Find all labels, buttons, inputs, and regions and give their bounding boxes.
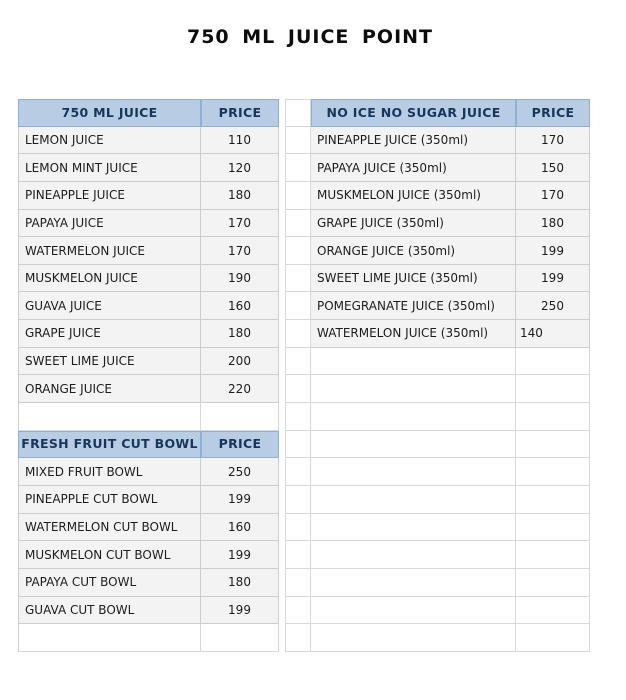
menu-item-name: SWEET LIME JUICE bbox=[18, 348, 201, 376]
empty-cell bbox=[311, 431, 516, 459]
menu-item-name: SWEET LIME JUICE (350ml) bbox=[311, 265, 516, 293]
empty-cell bbox=[516, 569, 590, 597]
empty-cell bbox=[516, 403, 590, 431]
spacer-cell bbox=[285, 597, 311, 625]
empty-cell bbox=[311, 624, 516, 652]
empty-cell bbox=[516, 375, 590, 403]
menu-item-name: PINEAPPLE JUICE (350ml) bbox=[311, 127, 516, 155]
spacer-cell bbox=[285, 127, 311, 155]
spacer-cell bbox=[285, 99, 311, 127]
menu-item-name: GUAVA CUT BOWL bbox=[18, 597, 201, 625]
page-title: 750 ML JUICE POINT bbox=[186, 26, 434, 48]
menu-item-price: 120 bbox=[201, 154, 279, 182]
menu-item-name: LEMON MINT JUICE bbox=[18, 154, 201, 182]
menu-item-price: 199 bbox=[516, 237, 590, 265]
empty-cell bbox=[516, 514, 590, 542]
spacer-cell bbox=[285, 541, 311, 569]
menu-item-price: 199 bbox=[201, 486, 279, 514]
menu-item-name: WATERMELON JUICE (350ml) bbox=[311, 320, 516, 348]
empty-cell bbox=[516, 597, 590, 625]
empty-cell bbox=[516, 431, 590, 459]
empty-cell bbox=[311, 597, 516, 625]
spacer-cell bbox=[285, 514, 311, 542]
spacer-cell bbox=[285, 624, 311, 652]
menu-item-name: PAPAYA CUT BOWL bbox=[18, 569, 201, 597]
spacer-cell bbox=[285, 375, 311, 403]
menu-item-price: 199 bbox=[201, 541, 279, 569]
spacer-cell bbox=[285, 348, 311, 376]
empty-cell bbox=[311, 486, 516, 514]
menu-item-price: 200 bbox=[201, 348, 279, 376]
spacer-cell bbox=[285, 182, 311, 210]
table-header-item: 750 ML JUICE bbox=[18, 99, 201, 127]
menu-item-name: MUSKMELON CUT BOWL bbox=[18, 541, 201, 569]
table-header-price: PRICE bbox=[516, 99, 590, 127]
empty-cell bbox=[311, 403, 516, 431]
spacer-cell bbox=[285, 431, 311, 459]
menu-item-price: 220 bbox=[201, 375, 279, 403]
spacer-cell bbox=[285, 210, 311, 238]
spacer-cell bbox=[285, 458, 311, 486]
menu-item-price: 110 bbox=[201, 127, 279, 155]
spacer-cell bbox=[285, 403, 311, 431]
empty-cell bbox=[516, 458, 590, 486]
table-header-price: PRICE bbox=[201, 99, 279, 127]
empty-cell bbox=[311, 375, 516, 403]
empty-cell bbox=[201, 403, 279, 431]
empty-cell bbox=[311, 569, 516, 597]
empty-cell bbox=[516, 541, 590, 569]
menu-item-price: 250 bbox=[516, 292, 590, 320]
spacer-cell bbox=[285, 486, 311, 514]
empty-cell bbox=[311, 348, 516, 376]
empty-cell bbox=[18, 403, 201, 431]
menu-item-name: WATERMELON JUICE bbox=[18, 237, 201, 265]
empty-cell bbox=[516, 486, 590, 514]
menu-item-price: 190 bbox=[201, 265, 279, 293]
menu-item-price: 180 bbox=[201, 569, 279, 597]
empty-cell bbox=[311, 541, 516, 569]
menu-item-price: 180 bbox=[201, 182, 279, 210]
menu-item-price: 170 bbox=[516, 127, 590, 155]
menu-item-price: 180 bbox=[516, 210, 590, 238]
menu-item-name: PAPAYA JUICE (350ml) bbox=[311, 154, 516, 182]
menu-item-name: PINEAPPLE CUT BOWL bbox=[18, 486, 201, 514]
menu-item-name: WATERMELON CUT BOWL bbox=[18, 514, 201, 542]
spacer-cell bbox=[285, 265, 311, 293]
menu-item-name: PINEAPPLE JUICE bbox=[18, 182, 201, 210]
menu-item-price: 250 bbox=[201, 458, 279, 486]
menu-item-name: MUSKMELON JUICE (350ml) bbox=[311, 182, 516, 210]
empty-cell bbox=[516, 624, 590, 652]
spacer-cell bbox=[285, 320, 311, 348]
spacer-cell bbox=[285, 237, 311, 265]
menu-item-name: GUAVA JUICE bbox=[18, 292, 201, 320]
menu-item-price: 170 bbox=[516, 182, 590, 210]
menu-item-name: ORANGE JUICE (350ml) bbox=[311, 237, 516, 265]
menu-item-price: 160 bbox=[201, 292, 279, 320]
spacer-cell bbox=[285, 292, 311, 320]
menu-item-name: ORANGE JUICE bbox=[18, 375, 201, 403]
menu-item-price: 140 bbox=[516, 320, 590, 348]
empty-cell bbox=[311, 514, 516, 542]
table-header-item: FRESH FRUIT CUT BOWL bbox=[18, 431, 201, 459]
menu-item-price: 150 bbox=[516, 154, 590, 182]
spacer-cell bbox=[285, 154, 311, 182]
menu-item-name: POMEGRANATE JUICE (350ml) bbox=[311, 292, 516, 320]
empty-cell bbox=[516, 348, 590, 376]
menu-item-price: 170 bbox=[201, 237, 279, 265]
empty-cell bbox=[311, 458, 516, 486]
menu-item-price: 170 bbox=[201, 210, 279, 238]
menu-item-name: MIXED FRUIT BOWL bbox=[18, 458, 201, 486]
empty-cell bbox=[18, 624, 201, 652]
menu-item-price: 160 bbox=[201, 514, 279, 542]
spacer-cell bbox=[285, 569, 311, 597]
table-header-item: NO ICE NO SUGAR JUICE bbox=[311, 99, 516, 127]
menu-grid bbox=[18, 99, 590, 652]
menu-item-price: 180 bbox=[201, 320, 279, 348]
menu-item-name: GRAPE JUICE (350ml) bbox=[311, 210, 516, 238]
menu-item-name: LEMON JUICE bbox=[18, 127, 201, 155]
table-header-price: PRICE bbox=[201, 431, 279, 459]
empty-cell bbox=[201, 624, 279, 652]
menu-item-name: MUSKMELON JUICE bbox=[18, 265, 201, 293]
menu-item-name: PAPAYA JUICE bbox=[18, 210, 201, 238]
menu-item-name: GRAPE JUICE bbox=[18, 320, 201, 348]
menu-item-price: 199 bbox=[201, 597, 279, 625]
menu-item-price: 199 bbox=[516, 265, 590, 293]
